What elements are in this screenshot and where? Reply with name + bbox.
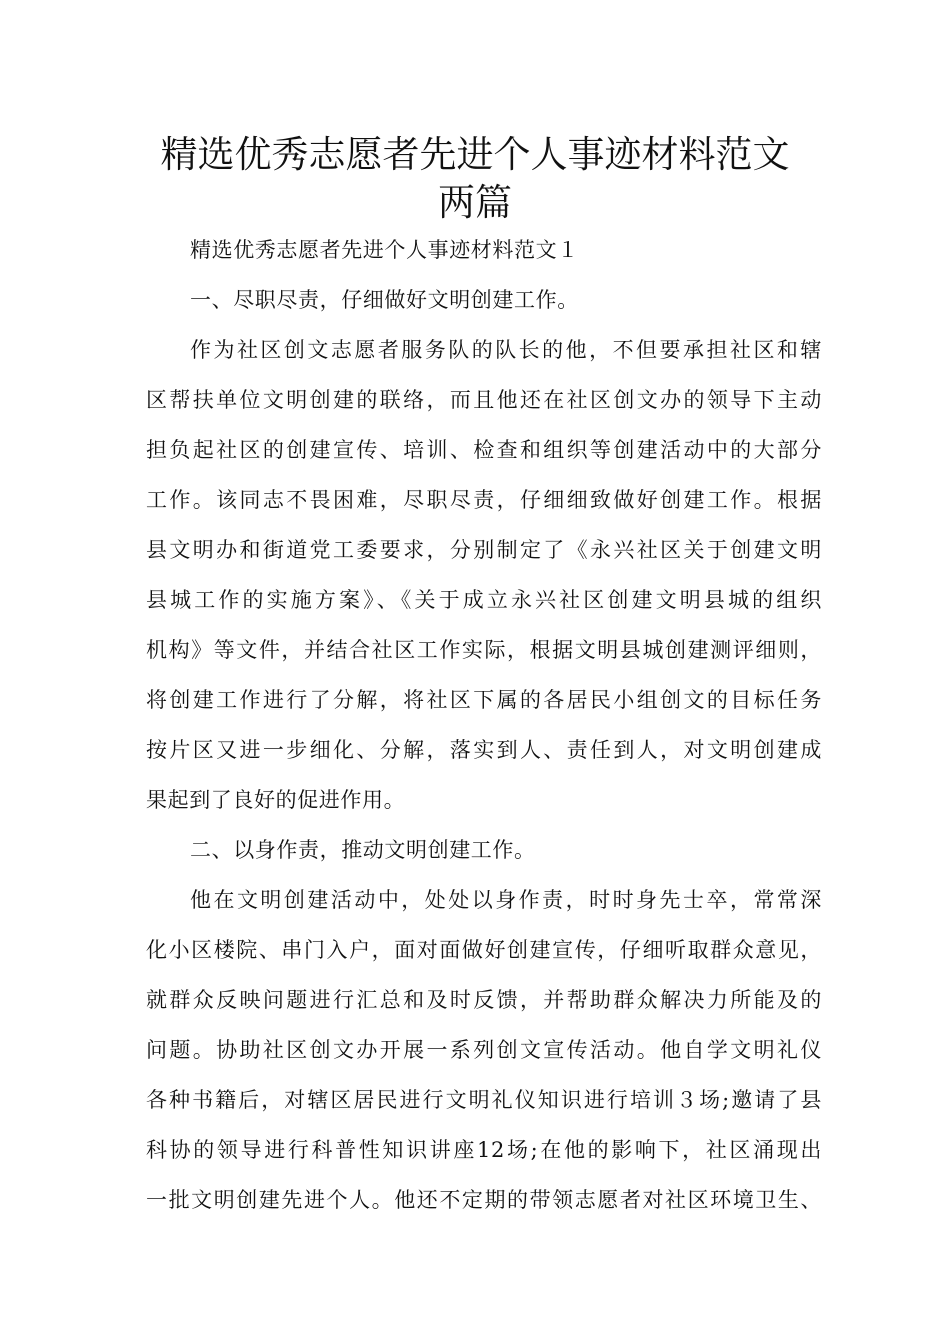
section-heading-2: 二、以身作责，推动文明创建工作。: [190, 838, 536, 862]
paragraph-line: 一批文明创建先进个人。他还不定期的带领志愿者对社区环境卫生、: [146, 1188, 822, 1212]
paragraph-line: 区帮扶单位文明创建的联络，而且他还在社区创文办的领导下主动: [146, 388, 822, 412]
paragraph-line: 化小区楼院、串门入户，面对面做好创建宣传，仔细听取群众意见，: [146, 938, 822, 962]
subtitle-line: 精选优秀志愿者先进个人事迹材料范文１: [190, 238, 579, 262]
paragraph-line: 担负起社区的创建宣传、培训、检查和组织等创建活动中的大部分: [146, 438, 822, 462]
paragraph-line: 县文明办和街道党工委要求，分别制定了《永兴社区关于创建文明: [146, 538, 822, 562]
paragraph-line: 问题。协助社区创文办开展一系列创文宣传活动。他自学文明礼仪: [146, 1038, 822, 1062]
paragraph-line: 将创建工作进行了分解，将社区下属的各居民小组创文的目标任务: [146, 688, 822, 712]
paragraph-line: 果起到了良好的促进作用。: [146, 788, 406, 812]
paragraph-line: 就群众反映问题进行汇总和及时反馈，并帮助群众解决力所能及的: [146, 988, 822, 1012]
paragraph-line: 他在文明创建活动中，处处以身作责，时时身先士卒，常常深: [190, 888, 822, 912]
paragraph-line: 工作。该同志不畏困难，尽职尽责，仔细细致做好创建工作。根据: [146, 488, 822, 512]
paragraph-line: 机构》等文件，并结合社区工作实际，根据文明县城创建测评细则，: [146, 638, 822, 662]
paragraph-line: 科协的领导进行科普性知识讲座12场;在他的影响下，社区涌现出: [146, 1138, 822, 1162]
document-title-line-1: 精选优秀志愿者先进个人事迹材料范文: [160, 133, 790, 176]
section-heading-1: 一、尽职尽责，仔细做好文明创建工作。: [190, 288, 579, 312]
document-title-line-2: 两篇: [438, 181, 512, 224]
paragraph-line: 各种书籍后，对辖区居民进行文明礼仪知识进行培训３场;邀请了县: [146, 1088, 822, 1112]
paragraph-line: 县城工作的实施方案》、《关于成立永兴社区创建文明县城的组织: [146, 588, 822, 612]
paragraph-line: 作为社区创文志愿者服务队的队长的他，不但要承担社区和辖: [190, 338, 822, 362]
paragraph-line: 按片区又进一步细化、分解，落实到人、责任到人，对文明创建成: [146, 738, 822, 762]
